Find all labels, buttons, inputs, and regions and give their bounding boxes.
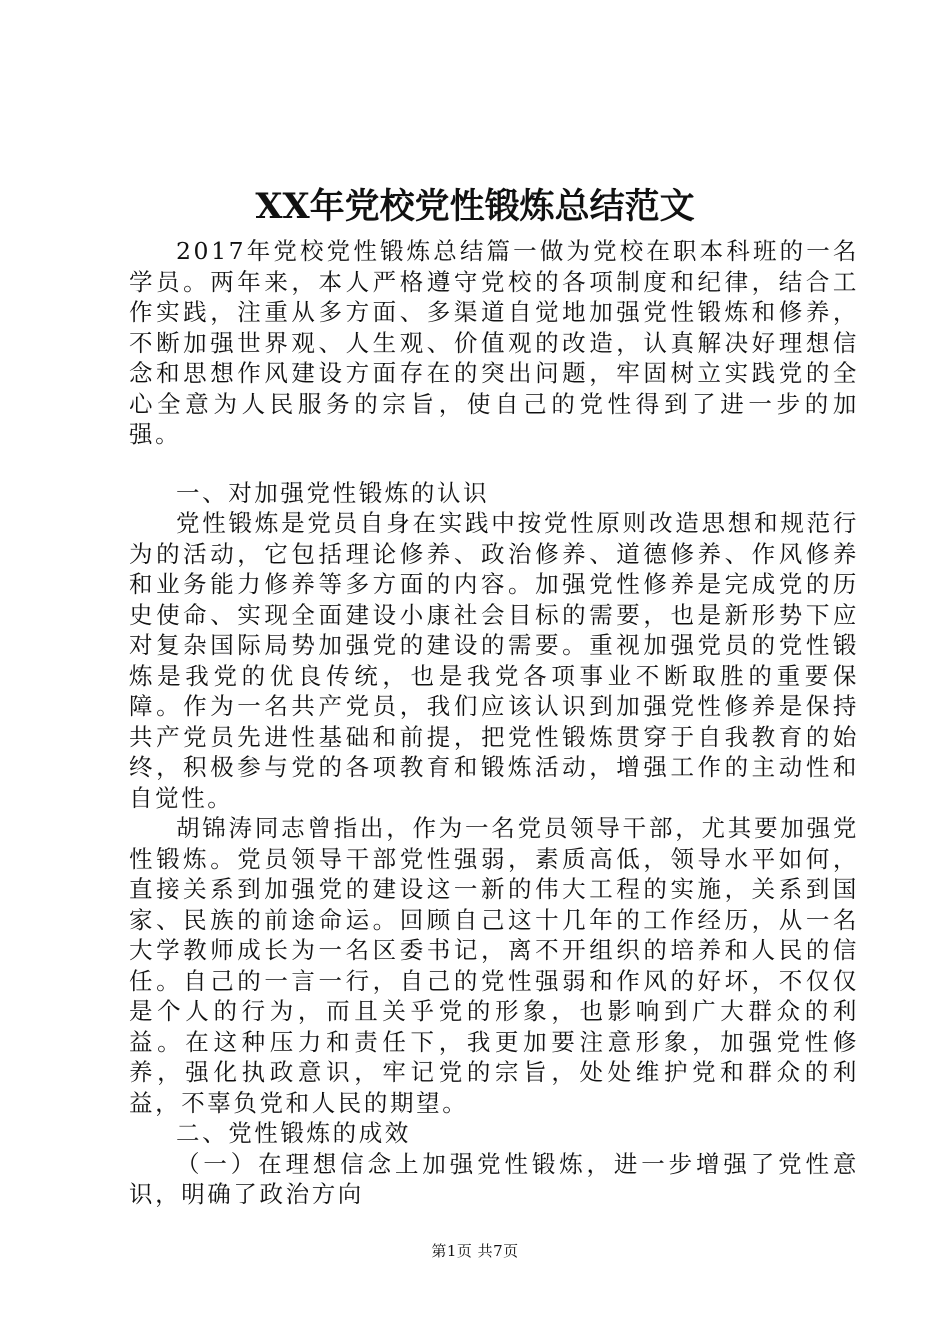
document-title: XX年党校党性锻炼总结范文 xyxy=(255,186,695,227)
body-paragraph-1: 党性锻炼是党员自身在实践中按党性原则改造思想和规范行为的活动，它包括理论修养、政治修养、道德修养、作风修养和业务能力修养等多方面的内容。加强党性修养是完成党的历史使命、实现全面建设小康社会目标的需要，也是新形势下应对复杂国际局势加强党的建设的需要。重视加强党员的党性锻炼是我党的优良传统，也是我党各项事业不断取胜的重要保障。作为一名共产党员，我们应该认识到加强党性修养是保持共产党员先进性基础和前提，把党性锻炼贯穿于自我教育的始终，积极参与党的各项教育和锻炼活动，增强工作的主动性和自觉性。 xyxy=(129,509,859,812)
section-heading-2: 二、党性锻炼的成效 xyxy=(176,1119,411,1147)
intro-paragraph: 2017年党校党性锻炼总结篇一做为党校在职本科班的一名学员。两年来，本人严格遵守党校的各项制度和纪律，结合工作实践，注重从多方面、多渠道自觉地加强党性锻炼和修养，不断加强世界观、人生观、价值观的改造，认真解决好理想信念和思想作风建设方面存在的突出问题，牢固树立实践党的全心全意为人民服务的宗旨，使自己的党性得到了进一步的加强。 xyxy=(129,237,859,448)
document-body xyxy=(129,236,859,1210)
section-heading-1: 一、对加强党性锻炼的认识 xyxy=(176,478,490,507)
body-paragraph-2: 胡锦涛同志曾指出，作为一名党员领导干部，尤其要加强党性锻炼。党员领导干部党性强弱，素质高低，领导水平如何，直接关系到加强党的建设这一新的伟大工程的实施，关系到国家、民族的前途命运。回顾自己这十几年的工作经历，从一名大学教师成长为一名区委书记，离不开组织的培养和人民的信任。自己的一言一行，自己的党性强弱和作风的好坏，不仅仅是个人的行为，而且关乎党的形象，也影响到广大群众的利益。在这种压力和责任下，我更加要注意形象，加强党性修养，强化执政意识，牢记党的宗旨，处处维护党和群众的利益，不辜负党和人民的期望。 xyxy=(129,814,859,1117)
page-footer: 第1页 共7页 xyxy=(431,1242,519,1260)
subsection-heading-1: （一）在理想信念上加强党性锻炼，进一步增强了党性意识，明确了政治方向 xyxy=(129,1149,859,1208)
